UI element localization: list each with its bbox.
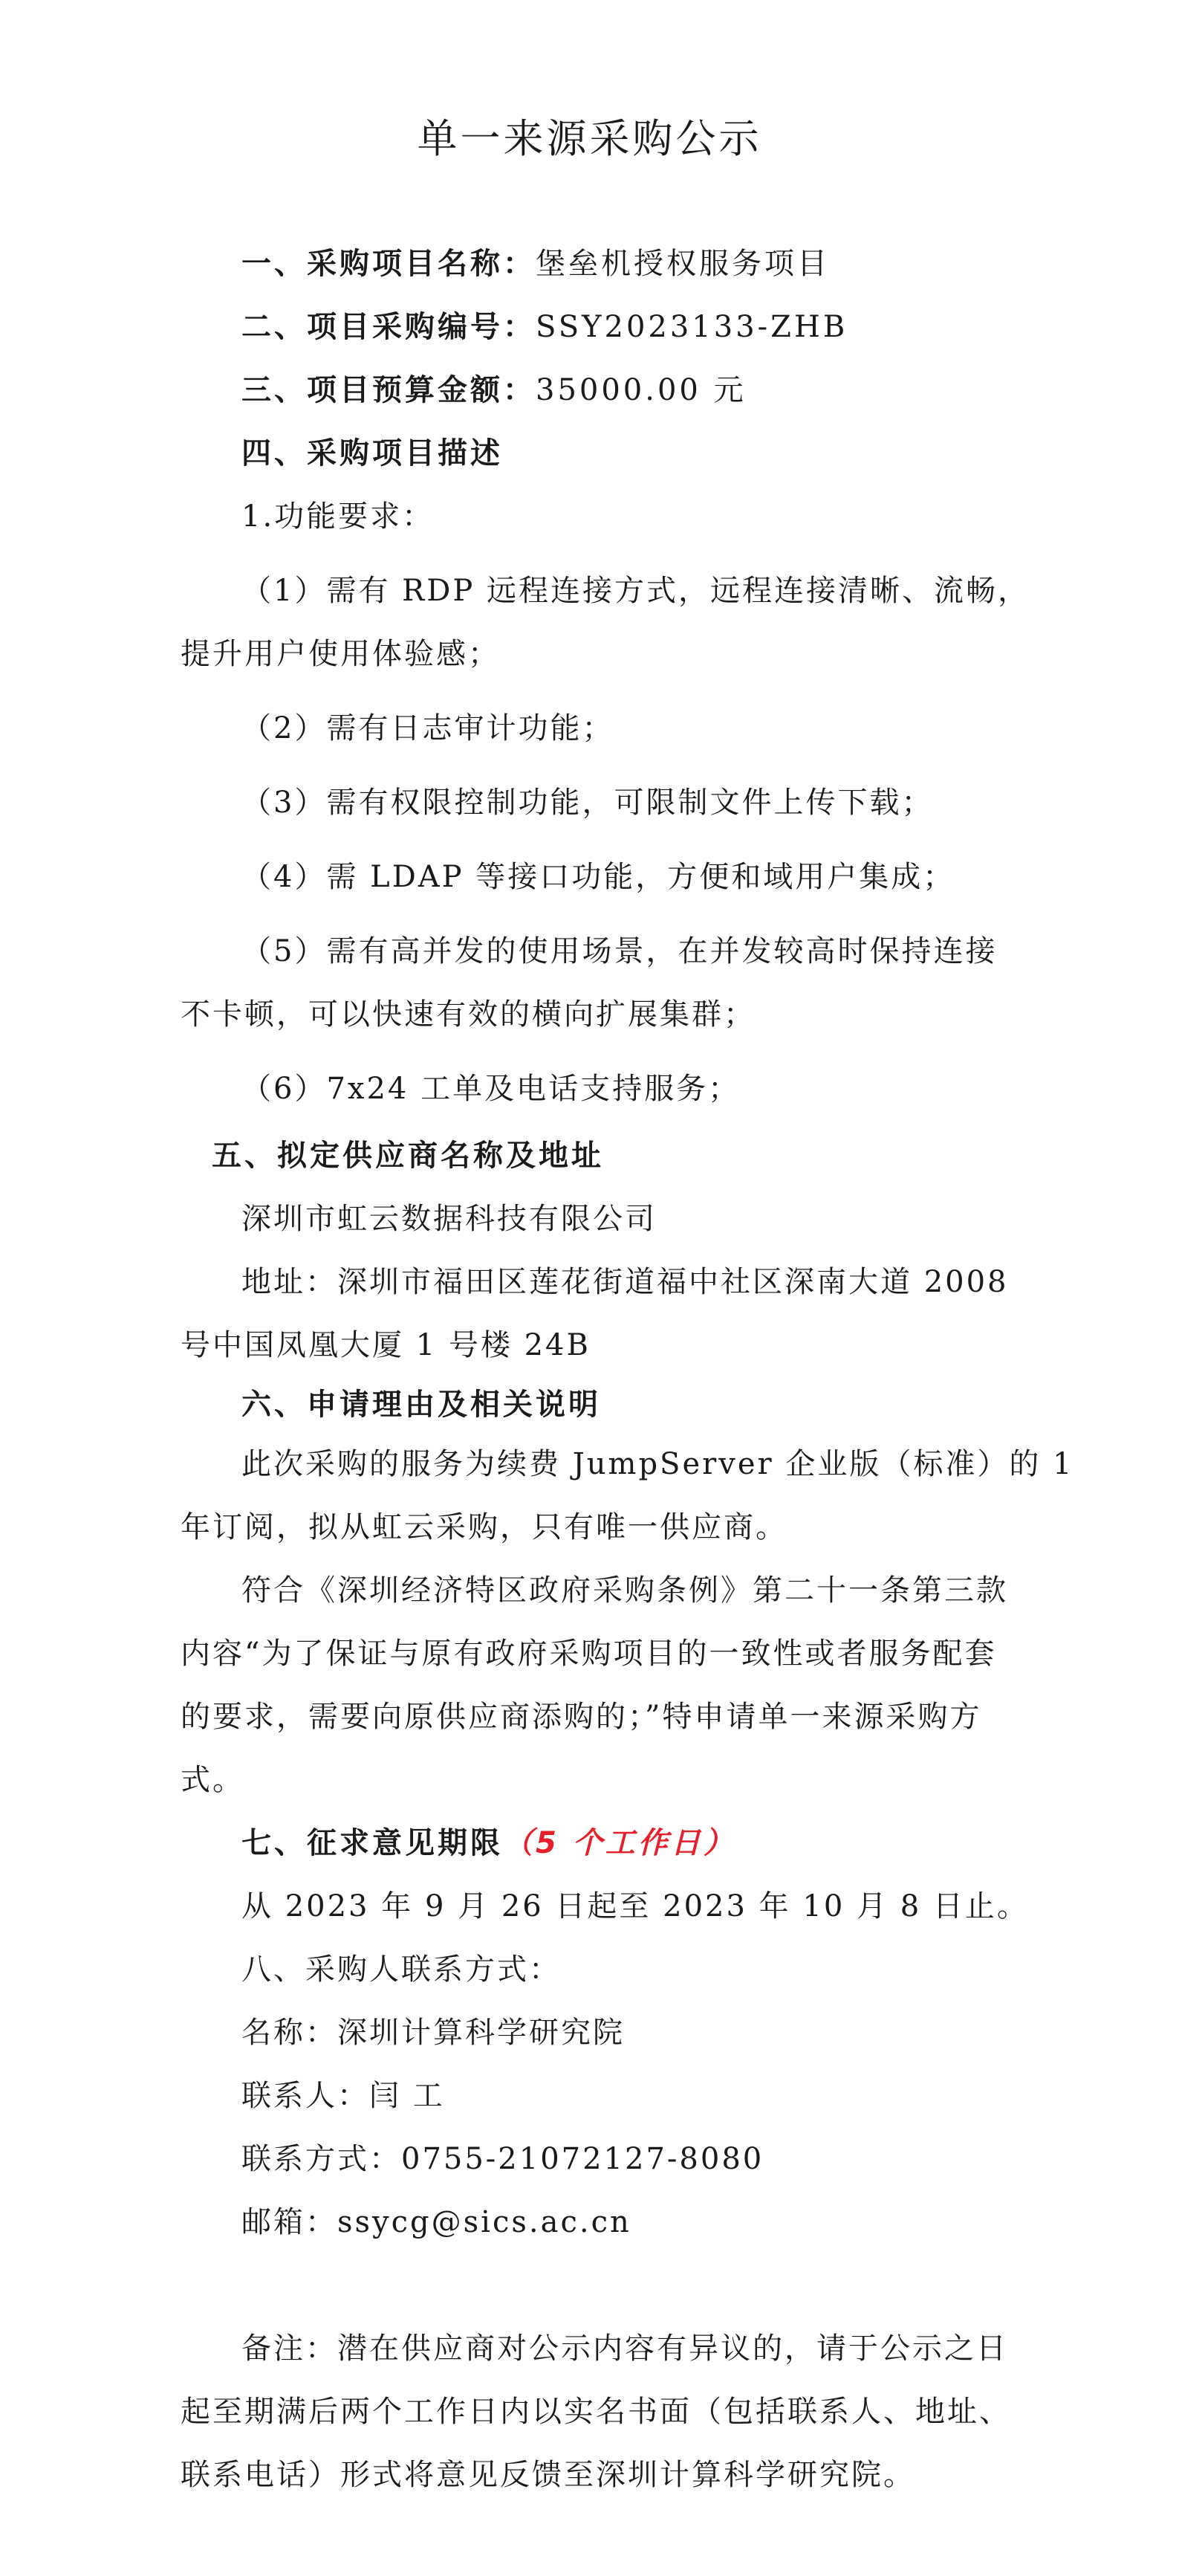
- supplier-address: 地址：深圳市福田区莲花街道福中社区深南大道 2008: [241, 1265, 1009, 1299]
- project-name-value: 堡垒机授权服务项目: [536, 247, 830, 281]
- budget-value: 35000.00 元: [536, 373, 747, 407]
- remark-line-3: 联系电话）形式将意见反馈至深圳计算科学研究院。: [181, 2458, 915, 2492]
- section-project-number: [241, 306, 848, 348]
- supplier-name: 深圳市虹云数据科技有限公司: [241, 1202, 657, 1236]
- section-comment-period-heading: [241, 1822, 736, 1864]
- reason-paragraph-2-line-3: 的要求，需要向原供应商添购的；”特申请单一来源采购方: [181, 1700, 982, 1734]
- reason-paragraph-1-cont: 年订阅，拟从虹云采购，只有唯一供应商。: [181, 1510, 787, 1544]
- remark: 备注：潜在供应商对公示内容有异议的，请于公示之日: [241, 2331, 1008, 2366]
- requirement-4: （4）需 LDAP 等接口功能，方便和域用户集成；: [241, 860, 955, 894]
- section-contact-heading: 八、采购人联系方式：: [241, 1952, 561, 1987]
- requirement-5-cont: 不卡顿，可以快速有效的横向扩展集群；: [181, 997, 756, 1032]
- purchaser-name: 名称：深圳计算科学研究院: [241, 2016, 625, 2050]
- section-label: 一、采购项目名称：: [241, 247, 536, 281]
- page-title: 单一来源采购公示: [417, 115, 762, 162]
- project-number-value: SSY2023133-ZHB: [536, 310, 848, 344]
- requirement-2: （2）需有日志审计功能；: [241, 711, 614, 745]
- purchaser-email: 邮箱：ssycg@sics.ac.cn: [241, 2205, 631, 2239]
- purchaser-contact-person: 联系人：闫 工: [241, 2079, 445, 2113]
- section-project-name: [241, 243, 830, 285]
- section-label: 二、项目采购编号：: [241, 310, 536, 344]
- requirements-title: 1.功能要求：: [241, 499, 435, 534]
- section-budget: [241, 369, 747, 411]
- section-label: 三、项目预算金额：: [241, 373, 536, 407]
- requirement-6: （6）7x24 工单及电话支持服务；: [241, 1072, 741, 1106]
- requirement-1-cont: 提升用户使用体验感；: [181, 637, 500, 671]
- reason-paragraph-1: 此次采购的服务为续费 JumpServer 企业版（标准）的 1: [241, 1447, 1074, 1481]
- requirement-1: （1）需有 RDP 远程连接方式，远程连接清晰、流畅，: [241, 574, 1030, 608]
- purchaser-phone: 联系方式：0755-21072127-8080: [241, 2142, 764, 2176]
- reason-paragraph-2-line-4: 式。: [181, 1763, 244, 1797]
- section-label: 七、征求意见期限: [241, 1826, 503, 1860]
- section-reason-heading: 六、申请理由及相关说明: [241, 1388, 601, 1422]
- requirement-3: （3）需有权限控制功能，可限制文件上传下载；: [241, 786, 934, 820]
- section-description-heading: 四、采购项目描述: [241, 436, 503, 470]
- reason-paragraph-2: 符合《深圳经济特区政府采购条例》第二十一条第三款: [241, 1573, 1008, 1608]
- remark-line-2: 起至期满后两个工作日内以实名书面（包括联系人、地址、: [181, 2395, 1011, 2429]
- requirement-5: （5）需有高并发的使用场景，在并发较高时保持连接: [241, 934, 998, 968]
- supplier-address-cont: 号中国凤凰大厦 1 号楼 24B: [181, 1328, 591, 1362]
- section-supplier-heading: 五、拟定供应商名称及地址: [212, 1139, 604, 1173]
- reason-paragraph-2-line-2: 内容“为了保证与原有政府采购项目的一致性或者服务配套: [181, 1637, 997, 1671]
- working-days-note: （5 个工作日）: [503, 1826, 736, 1860]
- comment-period: 从 2023 年 9 月 26 日起至 2023 年 10 月 8 日止。: [241, 1889, 1029, 1923]
